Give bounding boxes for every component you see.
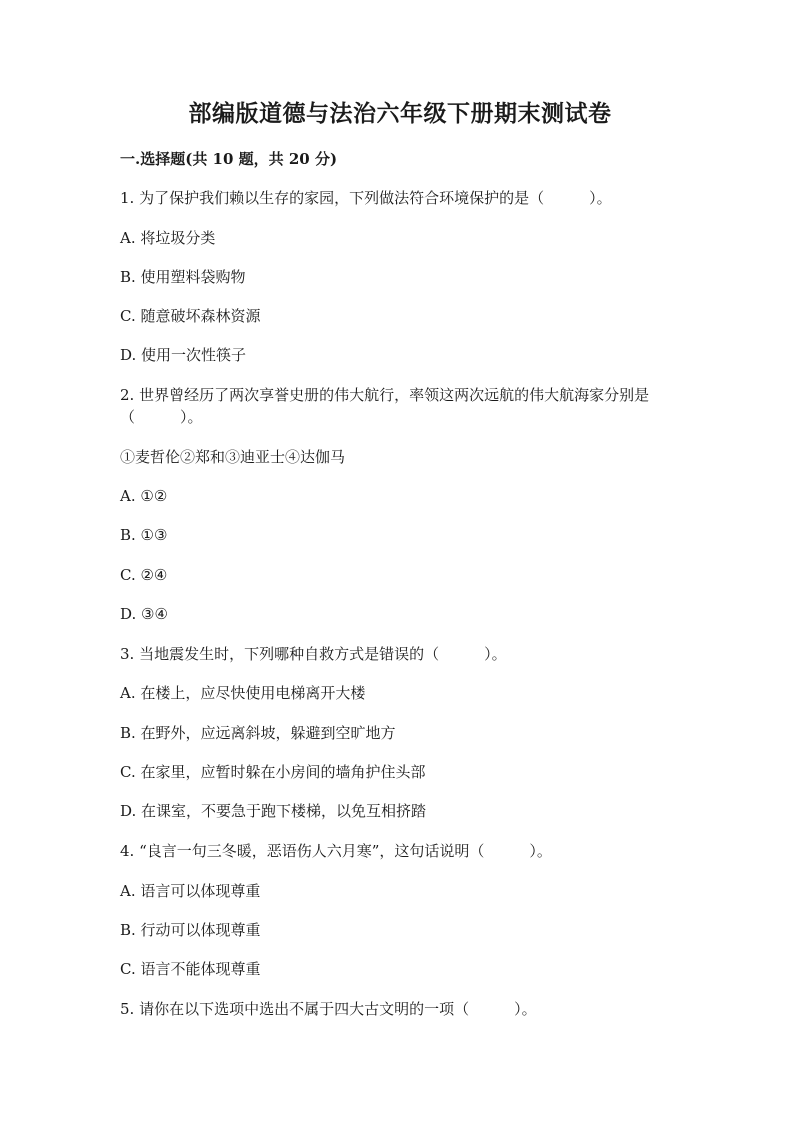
question-1-option-a: A. 将垃圾分类 [120,229,216,247]
question-4-stem: 4. “良言一句三冬暖，恶语伤人六月寒”，这句话说明（ ）。 [120,842,552,860]
question-1-option-c: C. 随意破坏森林资源 [120,307,261,325]
question-4-option-c: C. 语言不能体现尊重 [120,960,261,978]
question-3-option-b: B. 在野外，应远离斜坡，躲避到空旷地方 [120,724,396,742]
question-2-option-b: B. ①③ [120,526,168,544]
question-2-option-c: C. ②④ [120,566,168,584]
question-3-option-c: C. 在家里，应暂时躲在小房间的墙角护住头部 [120,763,426,781]
question-2-option-d: D. ③④ [120,605,168,623]
question-4-option-b: B. 行动可以体现尊重 [120,921,261,939]
question-2-extra: ①麦哲伦②郑和③迪亚士④达伽马 [120,448,346,466]
page-title: 部编版道德与法治六年级下册期末测试卷 [188,100,612,127]
question-1-option-d: D. 使用一次性筷子 [120,346,247,364]
question-3-stem: 3. 当地震发生时，下列哪种自救方式是错误的（ ）。 [120,645,507,663]
question-1-stem: 1. 为了保护我们赖以生存的家园，下列做法符合环境保护的是（ ）。 [120,189,612,207]
question-3-option-a: A. 在楼上，应尽快使用电梯离开大楼 [120,684,366,702]
question-2-option-a: A. ①② [120,487,168,505]
question-2-stem: 2. 世界曾经历了两次享誉史册的伟大航行，率领这两次远航的伟大航海家分别是（ ）。 [120,386,650,426]
question-1-option-b: B. 使用塑料袋购物 [120,268,246,286]
section-heading: 一.选择题(共 10 题，共 20 分) [120,150,338,168]
question-4-option-a: A. 语言可以体现尊重 [120,882,261,900]
question-3-option-d: D. 在课室，不要急于跑下楼梯，以免互相挤踏 [120,802,427,820]
question-5-stem: 5. 请你在以下选项中选出不属于四大古文明的一项（ ）。 [120,1000,537,1018]
